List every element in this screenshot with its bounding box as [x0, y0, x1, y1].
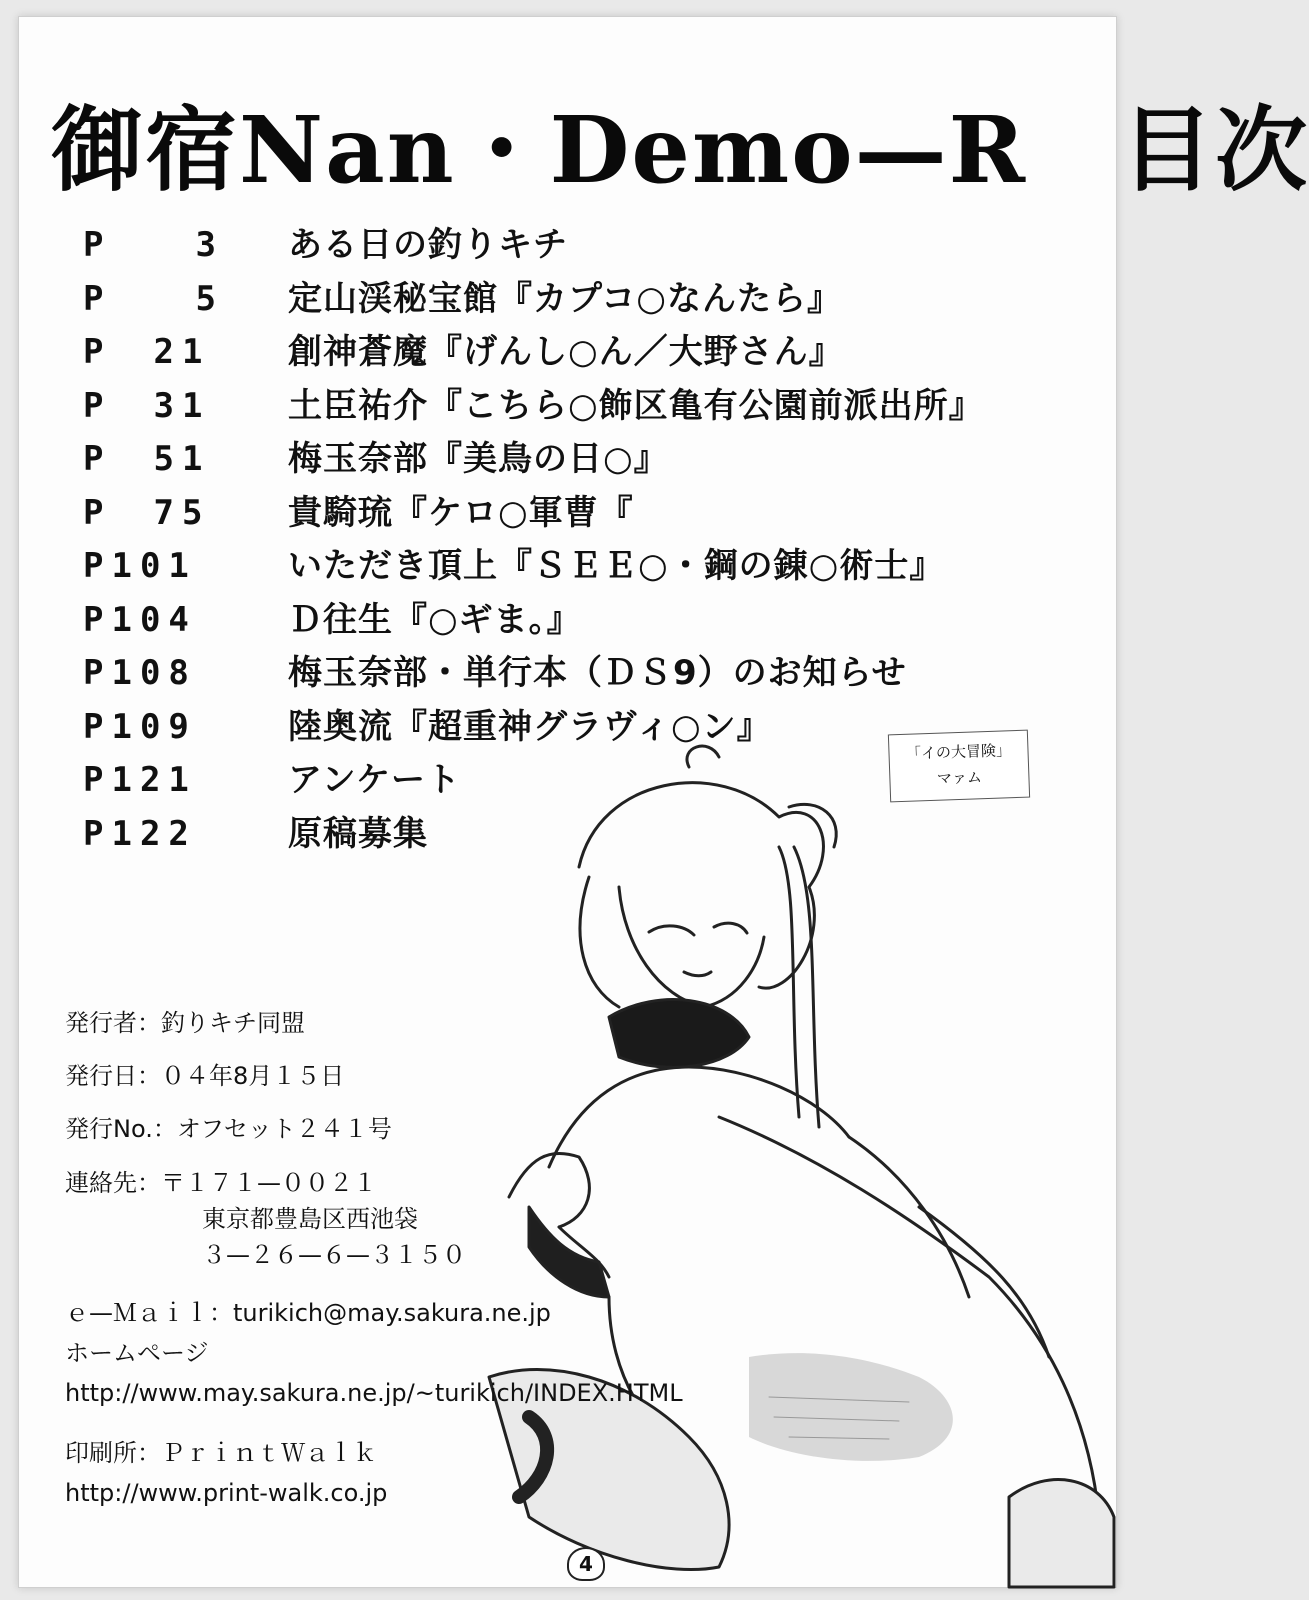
homepage-url: http://www.may.sakura.ne.jp/~turikich/INDEX.HTML: [65, 1379, 683, 1407]
toc-page-number: P 75: [83, 492, 211, 533]
printer: 印刷所：ＰｒｉｎｔＷａｌｋ: [65, 1439, 377, 1467]
toc-entry-title: 創神蒼魔『げんし○ん／大野さん』: [288, 332, 844, 372]
toc-page-number: P104: [83, 599, 197, 640]
toc-page-number: P121: [83, 760, 197, 800]
contact-postal-code: 連絡先：〒１７１—００２１: [65, 1169, 377, 1197]
toc-page-number: P 5: [83, 278, 224, 319]
publish-date: 発行日：０４年8月１５日: [65, 1062, 345, 1090]
toc-entry-title: 梅玉奈部『美鳥の日○』: [288, 439, 669, 479]
toc-row: [83, 271, 1043, 325]
toc-entry-title: 定山渓秘宝館『カプコ○なんたら』: [288, 278, 842, 319]
toc-entry-title: 原稿募集: [288, 813, 428, 854]
toc-row: [83, 324, 1043, 378]
toc-entry-title: 貴騎琉『ケロ○軍曹『: [288, 492, 634, 533]
publisher: 発行者：釣りキチ同盟: [65, 1009, 305, 1037]
contact-address-line-2: ３—２６—６—３１５０: [202, 1241, 466, 1269]
toc-row: [83, 485, 1043, 539]
toc-page-number: P 21: [83, 332, 211, 372]
toc-row: [83, 431, 1043, 485]
printer-url: http://www.print-walk.co.jp: [65, 1479, 388, 1507]
toc-entry-title: ある日の釣りキチ: [288, 225, 568, 265]
toc-page-number: P109: [83, 706, 197, 747]
toc-page-number: P 3: [83, 225, 224, 265]
toc-row: [83, 217, 1043, 271]
sketch-caption-box: [888, 730, 1030, 803]
publish-number: 発行No.：オフセット２４１号: [65, 1115, 392, 1143]
page-number: 4: [567, 1547, 605, 1581]
colophon: [65, 997, 705, 1513]
toc-page-number: P101: [83, 546, 197, 586]
toc-row: [83, 645, 1043, 699]
toc-entry-title: Ｄ往生『○ギま。』: [288, 599, 582, 640]
toc-page-number: P 51: [83, 439, 211, 479]
caption-title: 「イの大冒険」: [905, 741, 1012, 763]
toc-entry-title: アンケート: [288, 760, 461, 800]
toc-page-number: P122: [83, 813, 197, 854]
toc-row: [83, 538, 1043, 592]
toc-row: [83, 592, 1043, 646]
email: ｅ—Ｍａｉｌ：turikich@may.sakura.ne.jp: [65, 1299, 551, 1327]
page-title: 御宿Nan・Demo—R 目次: [51, 96, 1309, 204]
document-page: [18, 16, 1309, 1588]
homepage-label: ホームページ: [65, 1339, 209, 1367]
toc-page-number: P 31: [83, 385, 211, 426]
toc-entry-title: 陸奥流『超重神グラヴィ○ン』: [288, 706, 772, 747]
contact-address-line-1: 東京都豊島区西池袋: [202, 1205, 418, 1233]
toc-entry-title: 梅玉奈部・単行本（ＤＳ9）のお知らせ: [288, 653, 907, 693]
toc-entry-title: 土臣祐介『こちら○飾区亀有公園前派出所』: [288, 385, 984, 426]
toc-page-number: P108: [83, 653, 197, 693]
caption-character: マァム: [936, 768, 983, 788]
toc-row: [83, 378, 1043, 432]
toc-entry-title: いただき頂上『ＳＥＥ○・鋼の錬○術士』: [288, 546, 945, 586]
